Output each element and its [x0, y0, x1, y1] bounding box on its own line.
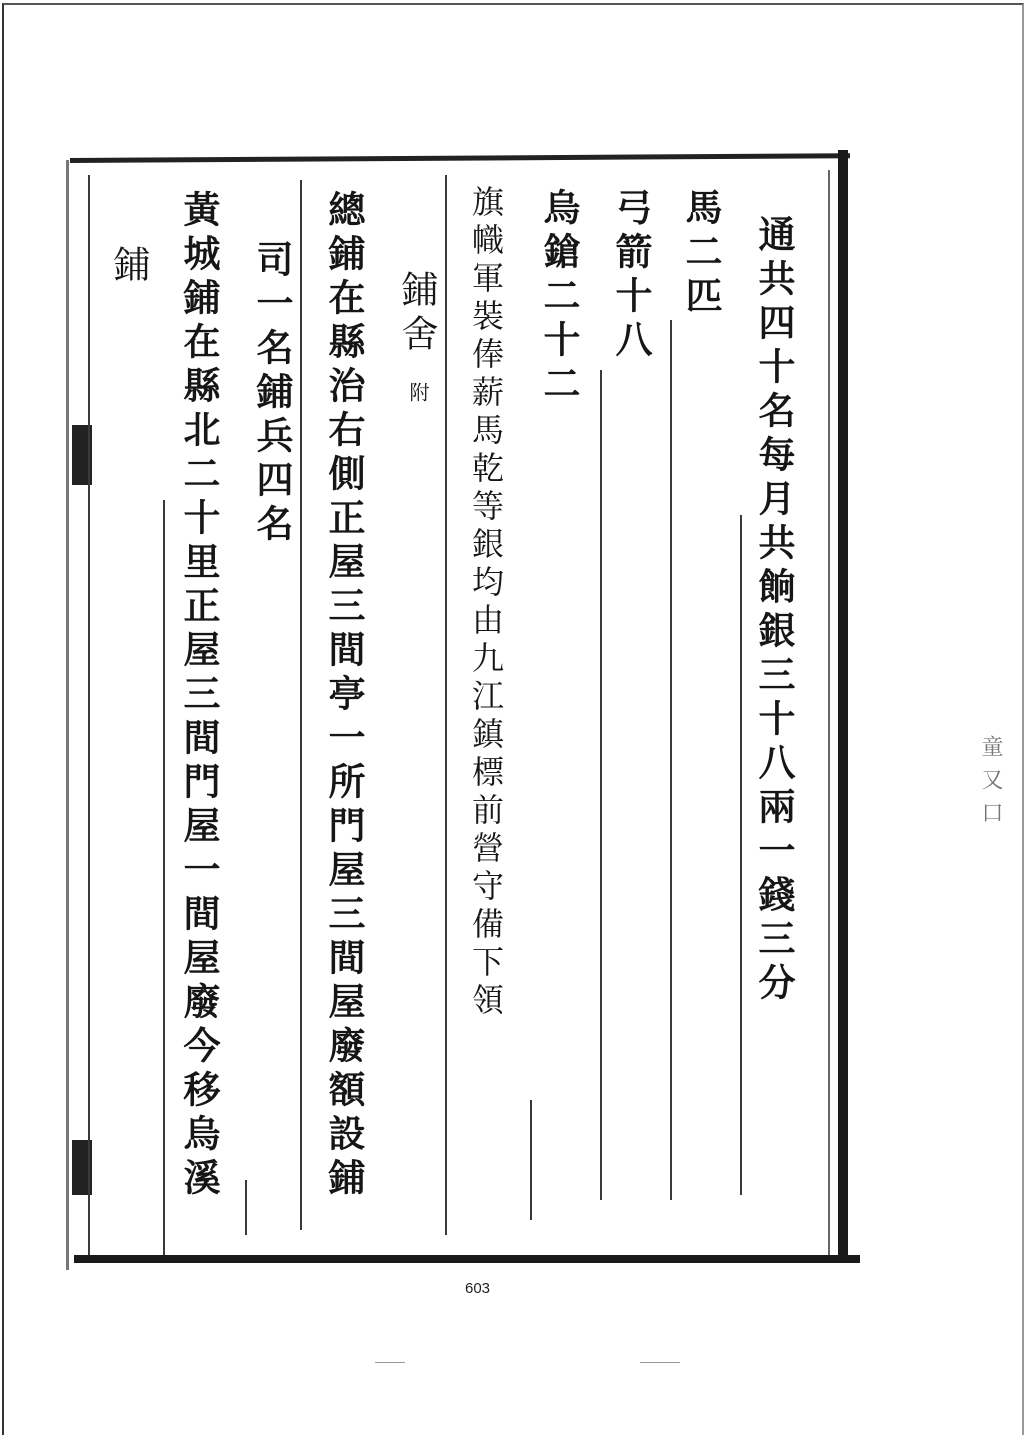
section-heading-note: 附: [406, 382, 430, 409]
column-rule: [740, 515, 742, 1195]
column-rule: [670, 320, 672, 1200]
column-rule: [163, 500, 165, 1255]
scan-artifact: [375, 1362, 405, 1363]
column-horses: 馬二匹: [679, 188, 723, 320]
column-rule: [445, 175, 447, 1235]
column-rule: [300, 180, 302, 1230]
scan-artifact: [640, 1362, 680, 1363]
column-huangcheng-post: 黃城鋪在縣北二十里正屋三間門屋一間屋廢今移烏溪: [177, 190, 221, 1202]
gutter-edge: [66, 160, 69, 1270]
column-rule: [600, 370, 602, 1200]
page-border-inner-right: [828, 170, 830, 1255]
page-border-top: [70, 153, 850, 163]
column-post-staff: 司一名鋪兵四名: [250, 240, 294, 548]
column-rule: [88, 175, 90, 1255]
column-rule: [245, 1180, 247, 1235]
page-border-bottom: [74, 1255, 860, 1263]
column-supply-line: 旗幟軍裝俸薪馬乾等銀均由九江鎮標前營守備下領: [467, 185, 505, 1021]
margin-handwritten-note: 童 又 口: [978, 735, 1003, 825]
page-number: 603: [465, 1280, 491, 1297]
section-heading: 鋪舍: [395, 270, 438, 358]
page-border-right: [838, 150, 848, 1260]
column-bows-arrows: 弓箭十八: [609, 188, 653, 364]
column-rule: [530, 1100, 532, 1220]
column-continuation: 鋪: [107, 245, 150, 289]
post-heading-group: [395, 270, 438, 409]
column-total-line: 通共四十名每月共餉銀三十八兩一錢三分: [752, 215, 796, 1007]
column-main-post: 總鋪在縣治右側正屋三間亭一所門屋三間屋廢額設鋪: [322, 190, 366, 1202]
column-muskets: 烏鎗二十二: [537, 188, 581, 408]
